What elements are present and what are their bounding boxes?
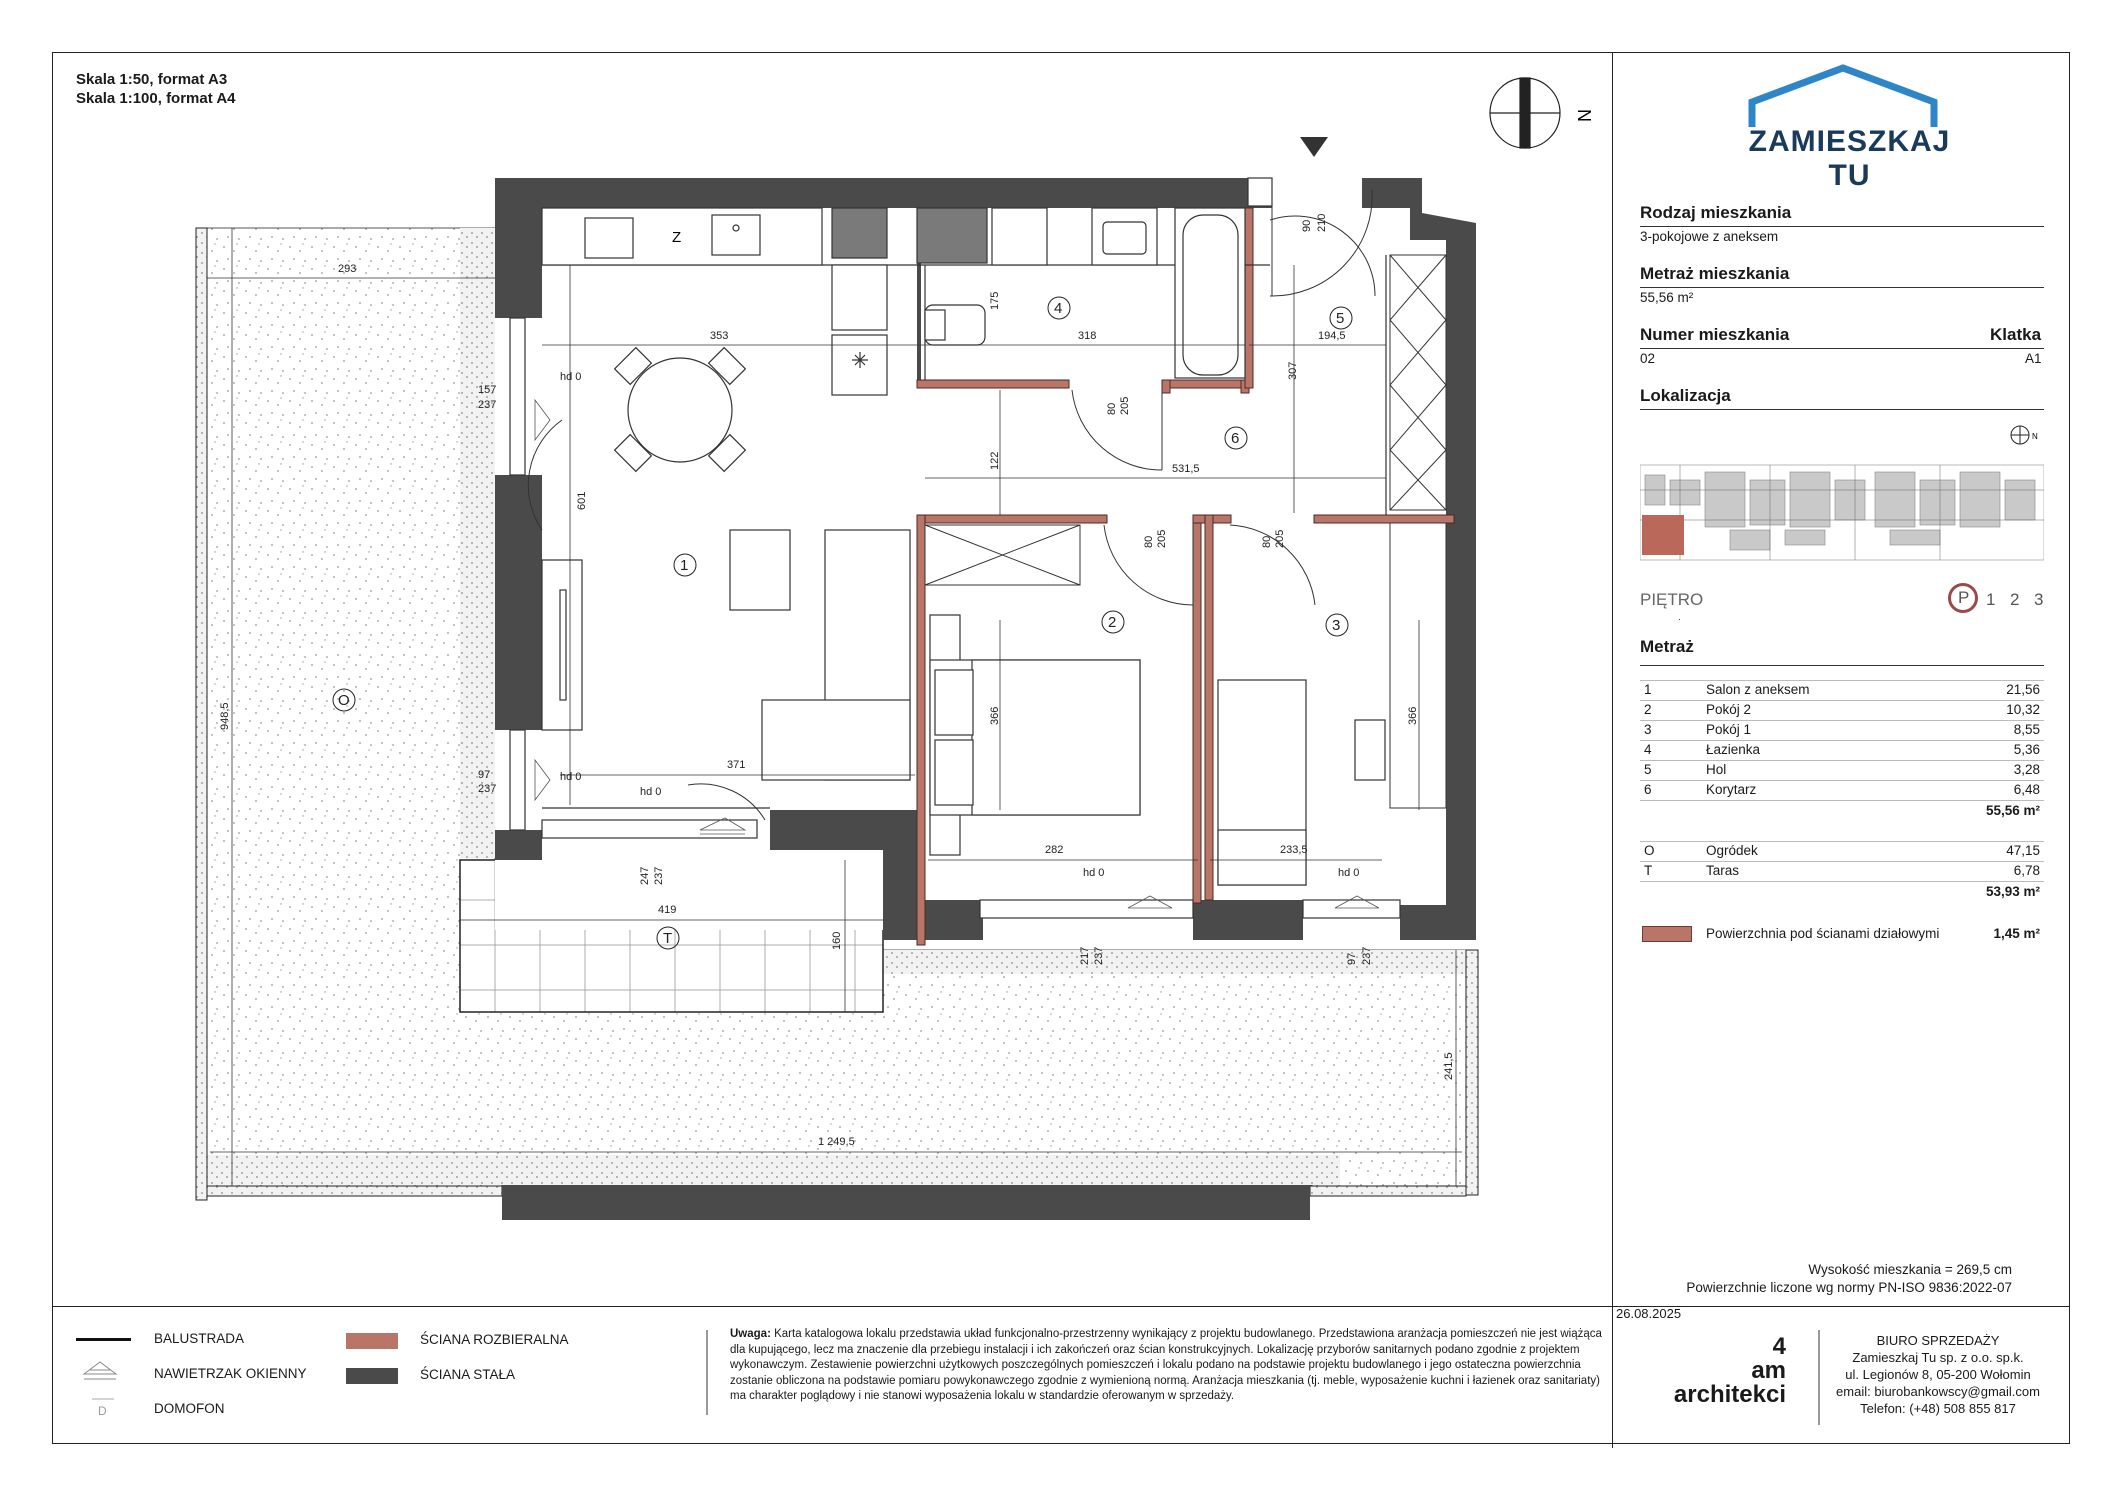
key-plan — [1640, 460, 2044, 570]
legend-nawietrzak: NAWIETRZAK OKIENNY — [154, 1366, 307, 1381]
number-label: Numer mieszkania — [1640, 325, 1790, 344]
svg-text:237: 237 — [478, 783, 497, 795]
svg-text:80: 80 — [1143, 535, 1155, 548]
disclaimer-note: Uwaga: Karta katalogowa lokalu przedstawia układ funkcjonalno-przestrzenny wynikający z projektu budowlanego. Przedstawiona aranżacja pomieszczeń nie jest wiążąca dla kupującego, lecz ma znaczenie dla przebiegu instalacji i ich zakończeń oraz ścian konstrukcyjnych. Lokalizację przyborów sanitarnych podano zgodnie z projektem wykonawczym. Zestawienie powierzchni użytkowych poszczególnych pomieszczeń i lokalu podano na podstawie projektu budowlanego i jego ostateczna powierzchnia zostanie obliczona na podstawie pomiaru powykonawczego zgodnie z wymienioną normą. Aranżacja mieszkania (tj. meble, wyposażenie kuchni i łazienek oraz sanitariaty) ma charakter poglądowy i nie stanowi wyposażenia lokalu w standardzie oferowanym w sprzedaży. — [730, 1328, 1602, 1402]
stair-value: A1 — [2025, 351, 2042, 366]
svg-text:T: T — [663, 930, 673, 947]
svg-text:194,5: 194,5 — [1318, 330, 1346, 342]
svg-text:4: 4 — [1054, 300, 1063, 317]
svg-text:1 249,5: 1 249,5 — [818, 1136, 855, 1148]
rooms-total: 55,56 m² — [1985, 803, 2040, 818]
svg-text:97: 97 — [478, 769, 491, 781]
svg-text:hd 0: hd 0 — [560, 371, 582, 383]
svg-text:366: 366 — [989, 706, 1001, 725]
mini-compass-icon — [2005, 420, 2045, 450]
outdoor-total: 53,93 m² — [1985, 884, 2040, 899]
trickle-vent-legend-icon — [80, 1358, 120, 1384]
metraz-title: Metraż — [1640, 637, 1694, 656]
sales-office: BIURO SPRZEDAŻY Zamieszkaj Tu sp. z o.o. sp.k. ul. Legionów 8, 05-200 Wołomin email: biurobankowscy@gmail.com Telefon: (+48) 508 855 817 — [1836, 1333, 2040, 1416]
svg-text:97: 97 — [1346, 952, 1358, 965]
svg-text:948,5: 948,5 — [219, 702, 231, 730]
stair-label: Klatka — [1990, 325, 2042, 344]
location-label: Lokalizacja — [1640, 386, 1731, 405]
svg-text:80: 80 — [1261, 535, 1273, 548]
area-label: Metraż mieszkania — [1640, 264, 1790, 283]
date: 26.08.2025 — [1616, 1306, 1682, 1321]
svg-text:205: 205 — [1274, 529, 1286, 548]
svg-text:237: 237 — [653, 866, 665, 885]
legend-balustrada: BALUSTRADA — [154, 1331, 245, 1346]
svg-text:175: 175 — [989, 291, 1001, 310]
svg-text:419: 419 — [658, 904, 677, 916]
type-label: Rodzaj mieszkania — [1640, 203, 1792, 222]
svg-text:205: 205 — [1119, 396, 1131, 415]
floor-1[interactable]: 1 — [1986, 590, 1996, 609]
dining-table — [615, 348, 746, 472]
floor-2[interactable]: 2 — [2010, 590, 2020, 609]
partition-swatch — [1642, 926, 1692, 942]
north-label: N — [1574, 109, 1594, 122]
partition-wall-swatch — [346, 1333, 398, 1349]
panel-divider — [1612, 52, 1613, 1345]
svg-text:237: 237 — [1361, 946, 1373, 965]
logo-text: ZAMIESZKAJ TU — [1748, 125, 1951, 192]
north-compass — [1490, 78, 1560, 148]
entrance-marker — [1300, 137, 1328, 157]
svg-text:hd 0: hd 0 — [640, 786, 662, 798]
legend-rozbieralna: ŚCIANA ROZBIERALNA — [420, 1332, 569, 1347]
key-plan-highlight — [1642, 515, 1684, 555]
svg-text:5: 5 — [1336, 310, 1345, 327]
type-value: 3-pokojowe z aneksem — [1640, 229, 1779, 244]
legend-domofon: DOMOFON — [154, 1401, 225, 1416]
legend-stala: ŚCIANA STAŁA — [420, 1367, 516, 1382]
architects-logo: 4 am architekci — [1673, 1333, 1786, 1408]
svg-text:217: 217 — [1079, 946, 1091, 965]
apartment-floor — [495, 178, 1470, 930]
svg-text:2: 2 — [1108, 614, 1117, 631]
intercom-legend-icon — [90, 1395, 120, 1421]
svg-text:233,5: 233,5 — [1280, 844, 1308, 856]
svg-text:210: 210 — [1316, 213, 1328, 232]
svg-text:80: 80 — [1106, 402, 1118, 415]
height-line1: Wysokość mieszkania = 269,5 cm — [1808, 1262, 2012, 1277]
svg-text:205: 205 — [1156, 529, 1168, 548]
scale-a4: Skala 1:100, format A4 — [76, 90, 236, 107]
svg-text:241,5: 241,5 — [1443, 1052, 1455, 1080]
note-divider — [706, 1330, 708, 1415]
svg-text:353: 353 — [710, 330, 729, 342]
svg-text:6: 6 — [1231, 430, 1240, 447]
svg-text:307: 307 — [1287, 361, 1299, 380]
svg-text:237: 237 — [1093, 946, 1105, 965]
floor-label: PIĘTRO — [1640, 590, 1704, 609]
svg-text:282: 282 — [1045, 844, 1064, 856]
area-value: 55,56 m² — [1640, 290, 1694, 305]
svg-text:hd 0: hd 0 — [1083, 867, 1105, 879]
floor-3[interactable]: 3 — [2034, 590, 2044, 609]
svg-text:366: 366 — [1407, 706, 1419, 725]
svg-text:371: 371 — [727, 759, 746, 771]
partition-value: 1,45 m² — [1993, 926, 2040, 941]
height-line2: Powierzchnie liczone wg normy PN-ISO 9836:2022-07 — [1686, 1280, 2012, 1295]
svg-text:90: 90 — [1301, 219, 1313, 232]
legend-divider — [52, 1306, 2070, 1307]
number-value: 02 — [1640, 351, 1656, 366]
svg-text:D: D — [98, 1404, 107, 1418]
balustrade-symbol — [76, 1338, 131, 1341]
svg-text:293: 293 — [338, 263, 357, 275]
svg-text:hd 0: hd 0 — [560, 771, 582, 783]
scale-a3: Skala 1:50, format A3 — [76, 71, 228, 88]
fixture-z: Z — [672, 229, 682, 246]
svg-text:122: 122 — [989, 451, 1001, 470]
svg-text:237: 237 — [478, 399, 497, 411]
svg-text:160: 160 — [831, 931, 843, 950]
wall-swatch — [346, 1368, 398, 1384]
svg-text:O: O — [338, 692, 350, 709]
floor-p[interactable]: P — [1958, 588, 1970, 607]
svg-text:N: N — [2032, 432, 2038, 441]
svg-text:hd 0: hd 0 — [1338, 867, 1360, 879]
svg-text:247: 247 — [639, 866, 651, 885]
svg-text:157: 157 — [478, 384, 497, 396]
svg-text:1: 1 — [680, 557, 689, 574]
svg-text:531,5: 531,5 — [1172, 463, 1200, 475]
partition-label: Powierzchnia pod ścianami działowymi — [1706, 926, 1940, 941]
svg-text:318: 318 — [1078, 330, 1097, 342]
svg-text:3: 3 — [1332, 617, 1341, 634]
svg-text:601: 601 — [576, 491, 588, 510]
